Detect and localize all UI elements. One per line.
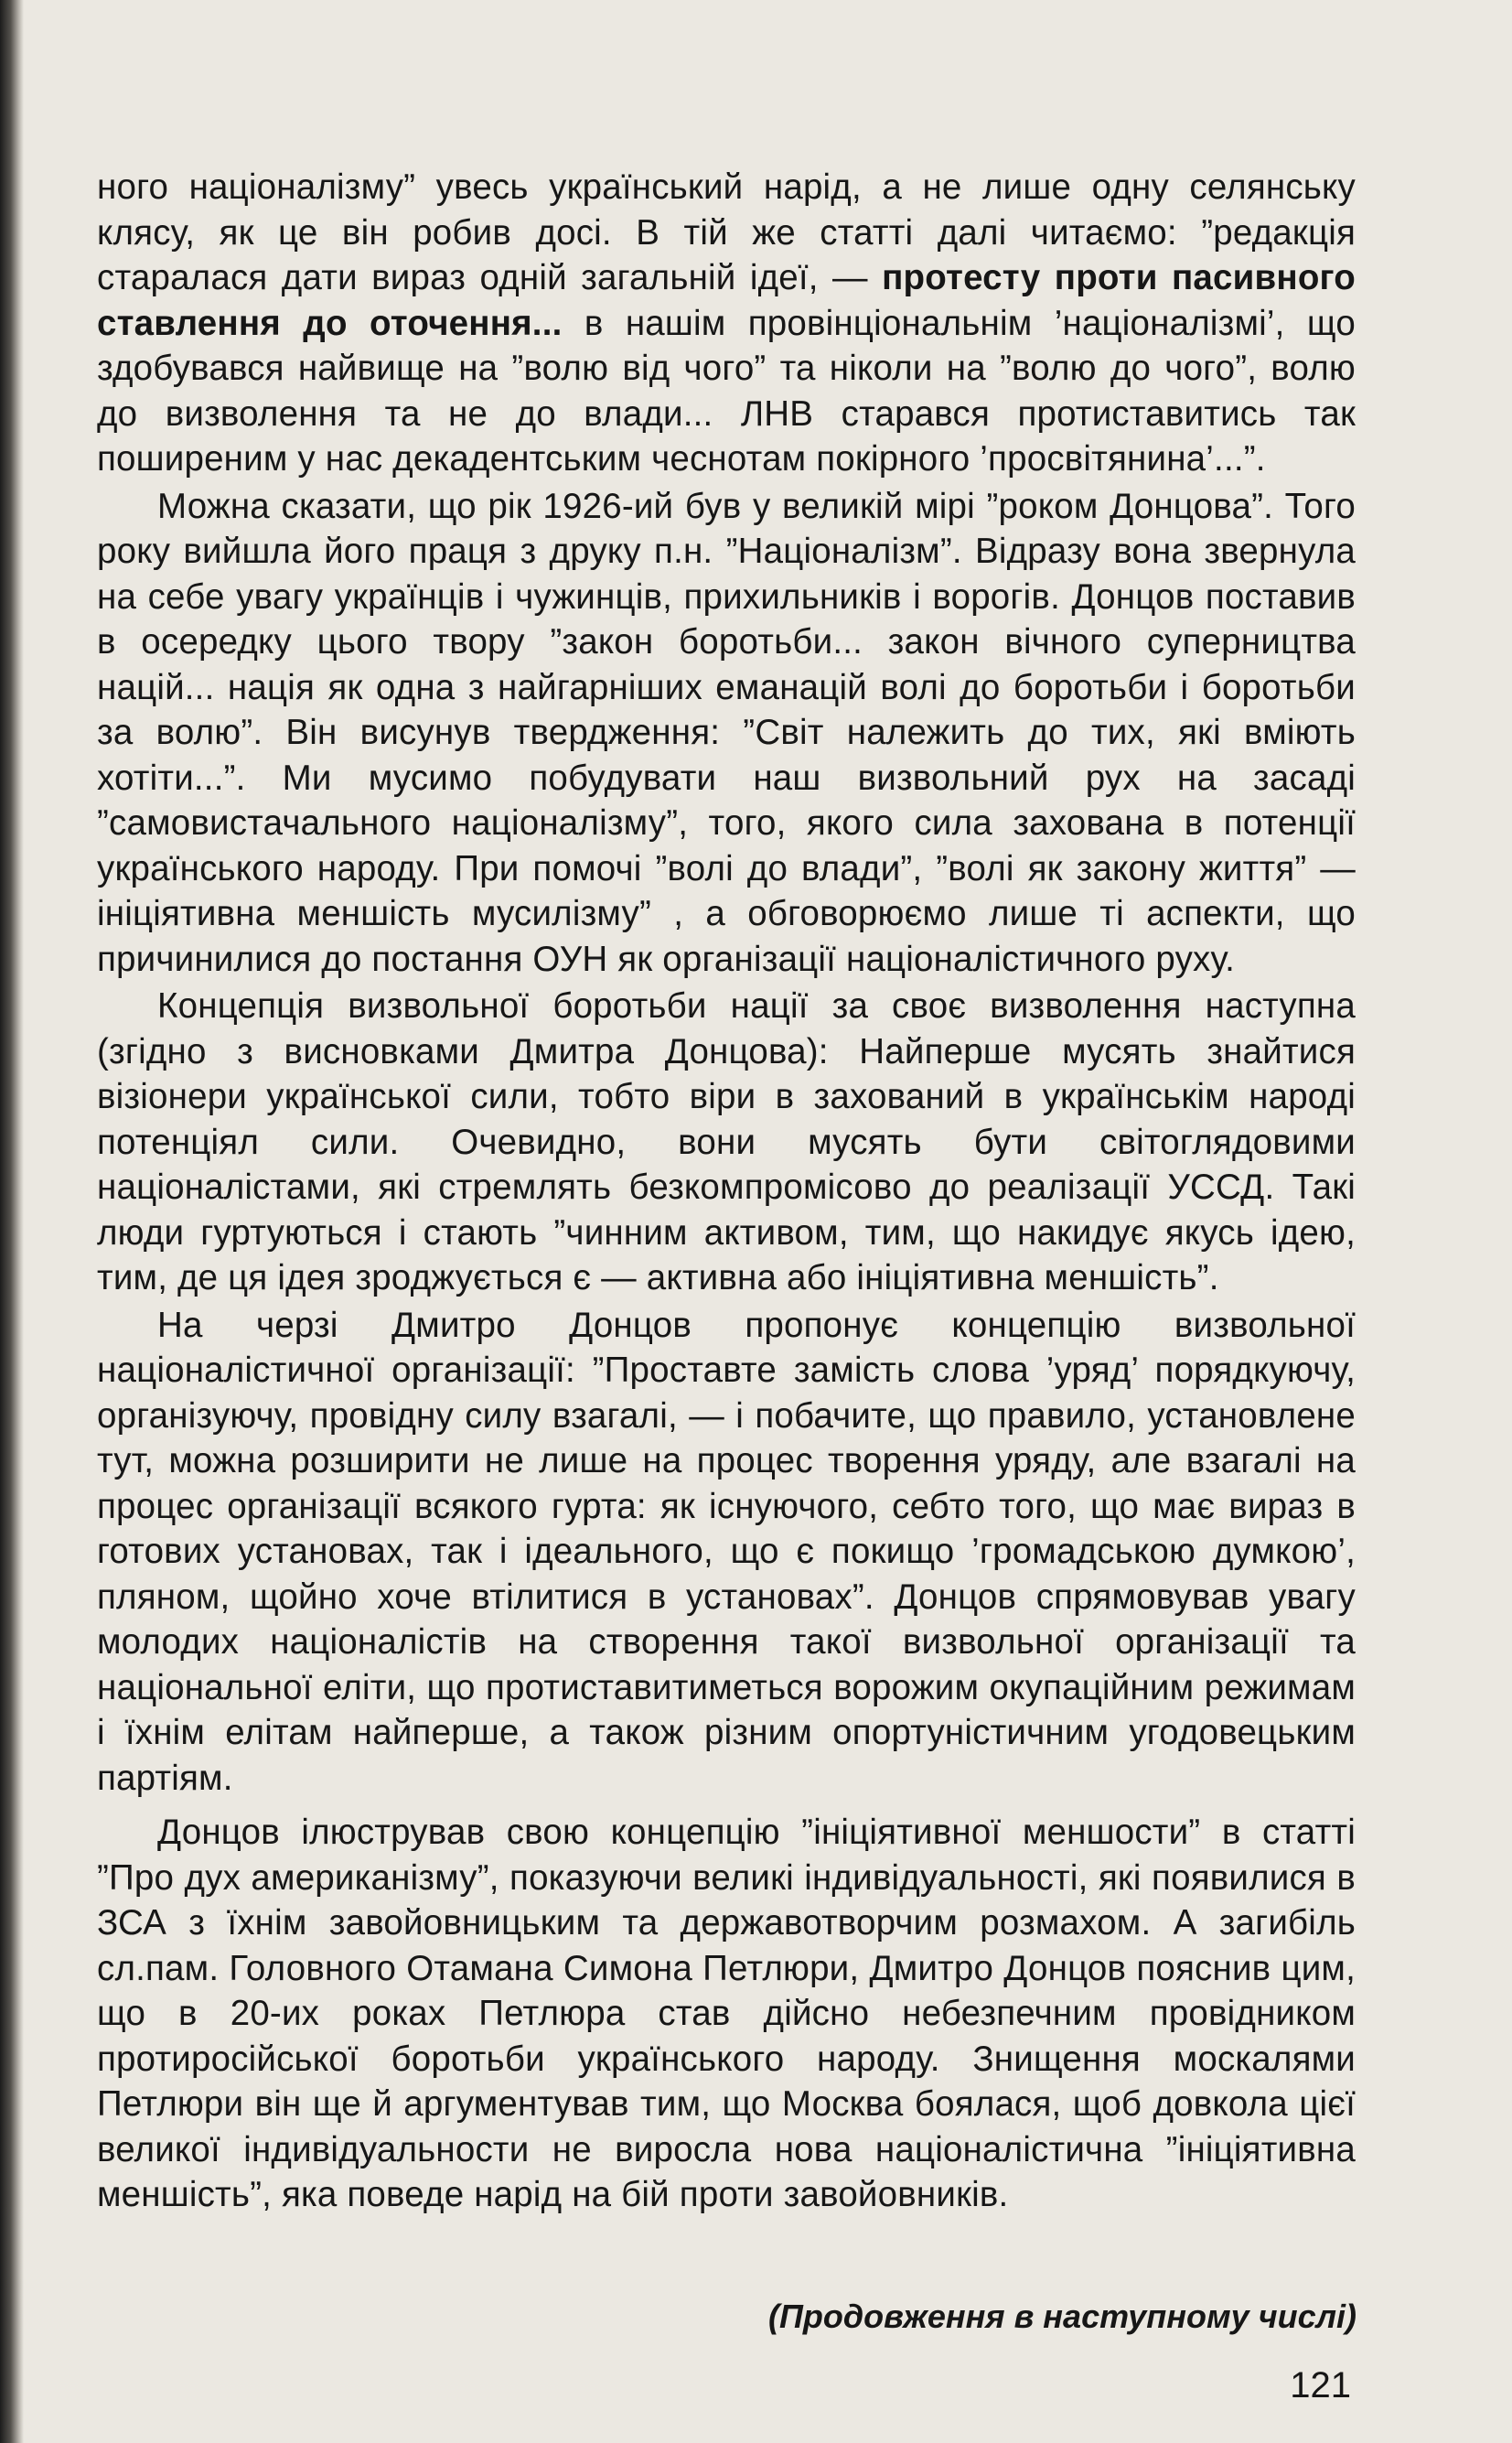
page-number: 121 xyxy=(1290,2365,1351,2405)
continuation-note: (Продовження в наступному числі) xyxy=(767,2298,1357,2335)
article-body xyxy=(97,165,1356,2218)
paragraph-1-bold-phrase: протесту проти пасивного ставлення до оточення... xyxy=(97,258,1356,343)
book-spine-shadow xyxy=(0,0,24,2443)
paragraph-3: Концепція визвольної боротьби нації за своє визволення наступна (згідно з висновками Дмитра Донцова): Найперше мусять знайтися візіонери української сили, тобто віри в захований в українськім народі потенціял сили. Очевидно, вони мусять бути світоглядовими націоналістами, які стремлять безкомпромісово до реалізації УССД. Такі люди гуртуються і стають ”чинним активом, тим, що накидує якусь ідею, тим, де ця ідея зроджується є — активна або ініціятивна меншість”. xyxy=(97,986,1356,1297)
paragraph-1-text-start: ного націоналізму” увесь український нарід, а не лише одну селянську клясу, як це він робив досі. В тій же статті далі читаємо: ”редакція старалася дати вираз одній загальній ідеї, — xyxy=(97,167,1356,297)
paragraph-1-text-end: в нашім провінціональнім ’націоналізмі’, що здобувався найвище на ”волю від чого” та ніколи на ”волю до чого”, волю до визволення та не до влади... ЛНВ старався протиставитись так поширеним у нас декадентським чеснотам покірного ’просвітянина’...”. xyxy=(97,303,1356,479)
paragraph-4: На черзі Дмитро Донцов пропонує концепцію визвольної націоналістичної організації: ”Проставте замість слова ’уряд’ порядкуючу, організуючу, провідну силу взагалі, — і побачите, що правило, установлене тут, можна розширити не лише на процес творення уряду, але взагалі на процес організації всякого гурта: як існуючого, себто того, що має вираз в готових установах, так і ідеального, що є покищо ’громадською думкою’, пляном, щойно хоче втілитися в установах”. Донцов спрямовував увагу молодих націоналістів на створення такої визвольної організації та національної еліти, що протиставитиметься ворожим окупаційним режимам і їхнім елітам найперше, а також різним опортуністичним угодовецьким партіям. xyxy=(97,1305,1356,1798)
paragraph-2: Можна сказати, що рік 1926-ий був у великій мірі ”роком Донцова”. Того року вийшла його праця з друку п.н. ”Націоналізм”. Відразу вона звернула на себе увагу українців і чужинців, прихильників і ворогів. Донцов поставив в осередку цього твору ”закон боротьби... закон вічного суперництва націй... нація як одна з найгарніших еманацій волі до боротьби і боротьби за волю”. Він висунув твердження: ”Світ належить до тих, які вміють хотіти...”. Ми мусимо побудувати наш визвольний рух на засаді ”самовистачального націоналізму”, того, якого сила захована в потенції українського народу. При помочі ”волі до влади”, ”волі як закону життя” — ініціятивна меншість мусилізму” , а обговорюємо лише ті аспекти, що причинилися до постання ОУН як організації націоналістичного руху. xyxy=(97,486,1356,979)
paragraph-5: Донцов ілюстрував свою концепцію ”ініціятивної меншости” в статті ”Про дух американізму”, показуючи великі індивідуальності, які появилися в ЗСА з їхнім завойовницьким та державотворчим розмахом. А загибіль сл.пам. Головного Отамана Симона Петлюри, Дмитро Донцов пояснив цим, що в 20-их роках Петлюра став дійсно небезпечним провідником протиросійської боротьби українського народу. Знищення москалями Петлюри він ще й аргументував тим, що Москва боялася, щоб довкола цієї великої індивідуальности не виросла нова націоналістична ”ініціятивна меншість”, яка поведе нарід на бій проти завойовників. xyxy=(97,1813,1356,2214)
paragraph-1 xyxy=(97,165,1356,482)
